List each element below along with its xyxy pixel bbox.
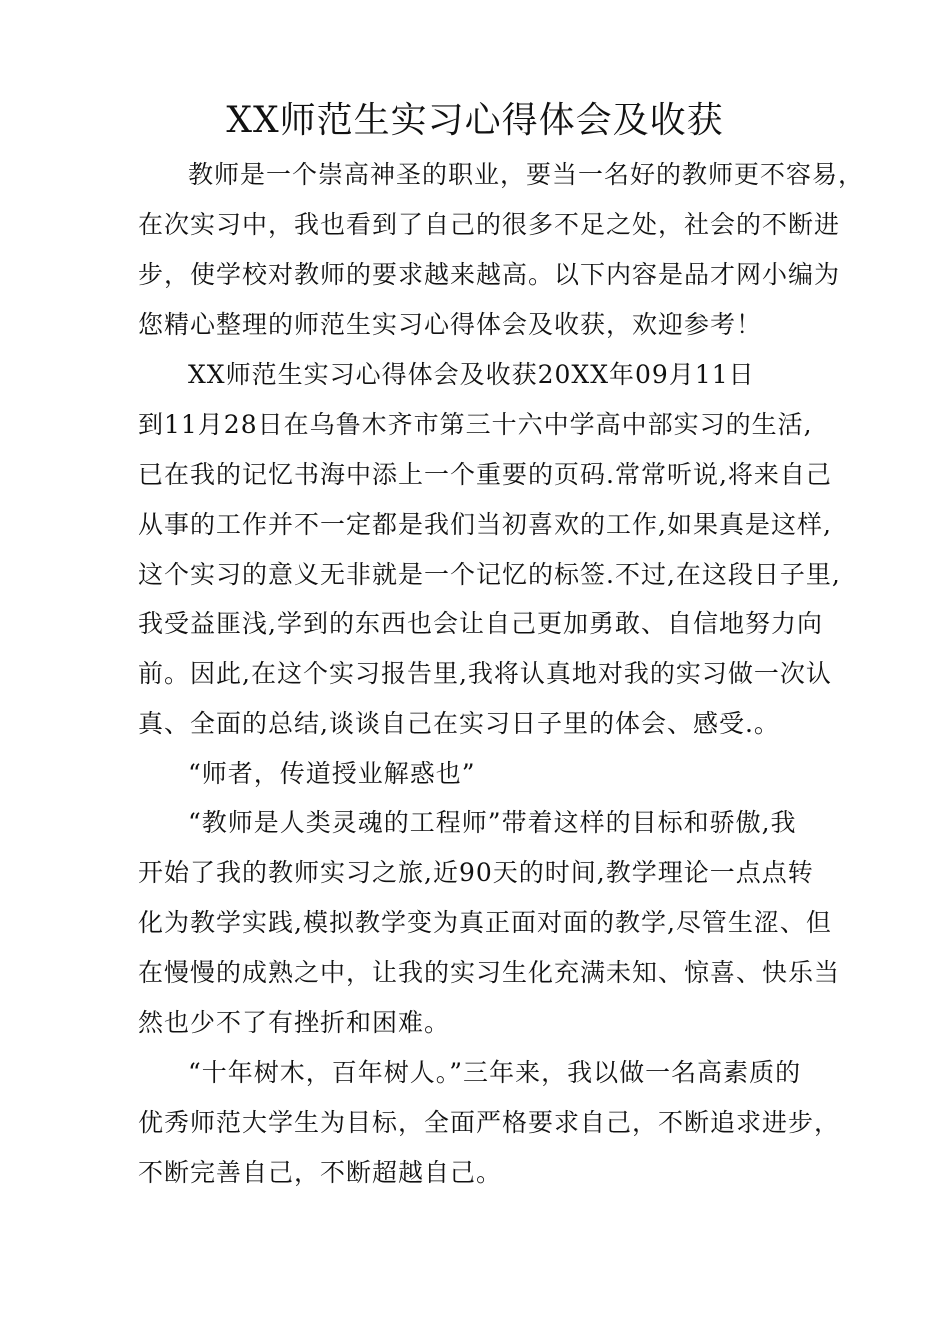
text-line: 前。因此,在这个实习报告里,我将认真地对我的实习做一次认: [138, 659, 832, 688]
text-line: 化为教学实践,模拟教学变为真正面对面的教学,尽管生涩、但: [138, 908, 832, 937]
text-line: 不断完善自己，不断超越自己。: [138, 1158, 503, 1187]
text-line: 从事的工作并不一定都是我们当初喜欢的工作,如果真是这样,: [138, 510, 832, 539]
text-line: 然也少不了有挫折和困难。: [138, 1008, 451, 1037]
text-line: 我受益匪浅,学到的东西也会让自己更加勇敢、自信地努力向: [138, 609, 823, 638]
document-title: XX师范生实习心得体会及收获: [226, 100, 724, 141]
text-line: “师者，传道授业解惑也”: [188, 759, 476, 788]
text-line: 在慢慢的成熟之中，让我的实习生化充满未知、惊喜、快乐当: [138, 958, 841, 987]
text-line: “十年树木，百年树人。”三年来，我以做一名高素质的: [188, 1058, 802, 1087]
text-line: 这个实习的意义无非就是一个记忆的标签.不过,在这段日子里,: [138, 560, 841, 589]
text-line: 步，使学校对教师的要求越来越高。以下内容是品才网小编为: [138, 260, 841, 289]
text-line: 教师是一个崇高神圣的职业，要当一名好的教师更不容易，: [188, 160, 865, 189]
text-line: 真、全面的总结,谈谈自己在实习日子里的体会、感受.。: [138, 709, 780, 738]
text-line: “教师是人类灵魂的工程师”带着这样的目标和骄傲,我: [188, 808, 797, 837]
text-line: 您精心整理的师范生实习心得体会及收获，欢迎参考！: [138, 310, 763, 339]
text-line: XX师范生实习心得体会及收获20XX年09月11日: [188, 360, 755, 389]
text-line: 到11月28日在乌鲁木齐市第三十六中学高中部实习的生活,: [138, 410, 813, 439]
text-line: 在次实习中，我也看到了自己的很多不足之处，社会的不断进: [138, 210, 841, 239]
text-line: 已在我的记忆书海中添上一个重要的页码.常常听说,将来自己: [138, 460, 832, 489]
text-line: 优秀师范大学生为目标，全面严格要求自己，不断追求进步，: [138, 1108, 841, 1137]
text-line: 开始了我的教师实习之旅,近90天的时间,教学理论一点点转: [138, 858, 814, 887]
